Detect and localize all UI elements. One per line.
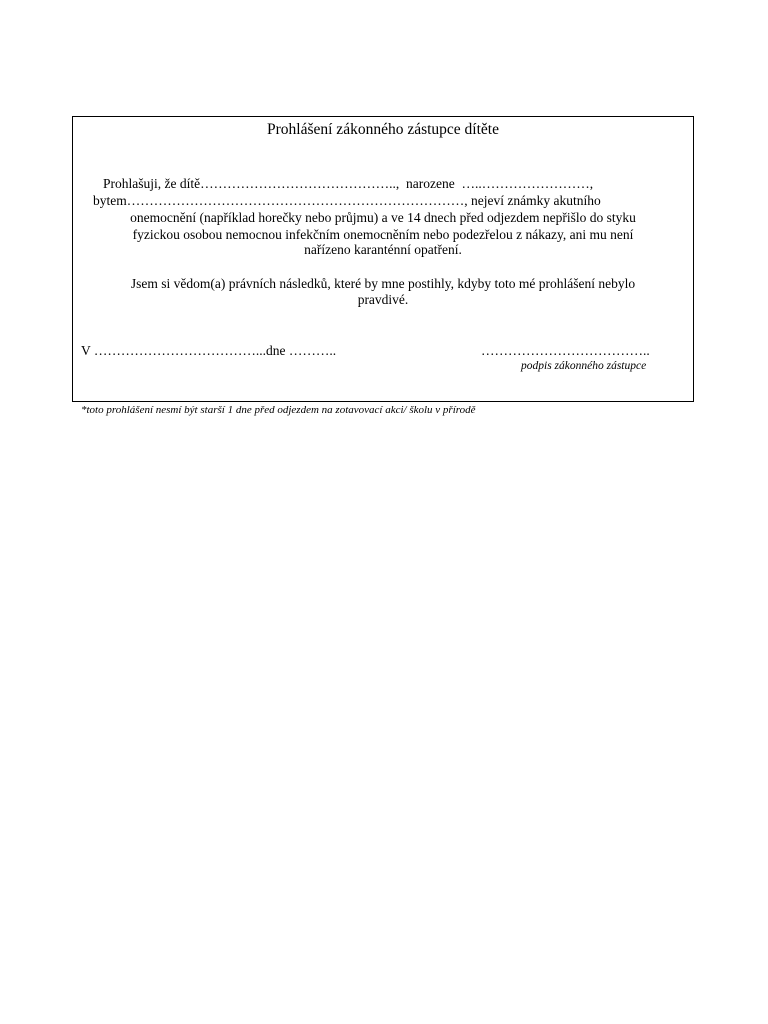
- paragraph2-line2: pravdivé.: [357, 292, 409, 307]
- signature-caption: podpis zákonného zástupce: [521, 360, 647, 372]
- place-date-line: V ………………………………...dne ………..: [81, 343, 337, 358]
- paragraph1-line5: nařízeno karanténní opatření.: [304, 242, 462, 257]
- declaration-form: [72, 116, 694, 402]
- paragraph1-line1: Prohlašuji, že dítě…………………………………….., narozene …..……………………,: [103, 176, 594, 191]
- paragraph1-line2: bytem…………………………………………………………………, nejeví známky akutního: [93, 193, 601, 208]
- signature-line: ………………………………..: [481, 343, 650, 358]
- paragraph2-line1: Jsem si vědom(a) právních následků, které by mne postihly, kdyby toto mé prohlášení nebylo: [130, 276, 636, 291]
- paragraph1-line3: onemocnění (například horečky nebo průjmu) a ve 14 dnech před odjezdem nepřišlo do styku: [130, 210, 636, 225]
- footnote: *toto prohlášení nesmí být starší 1 dne před odjezdem na zotavovací akci/ školu v přírodě: [81, 404, 476, 416]
- form-title: Prohlášení zákonného zástupce dítěte: [267, 121, 499, 138]
- paragraph1-line4: fyzickou osobou nemocnou infekčním onemocněním nebo podezřelou z nákazy, ani mu není: [132, 227, 634, 242]
